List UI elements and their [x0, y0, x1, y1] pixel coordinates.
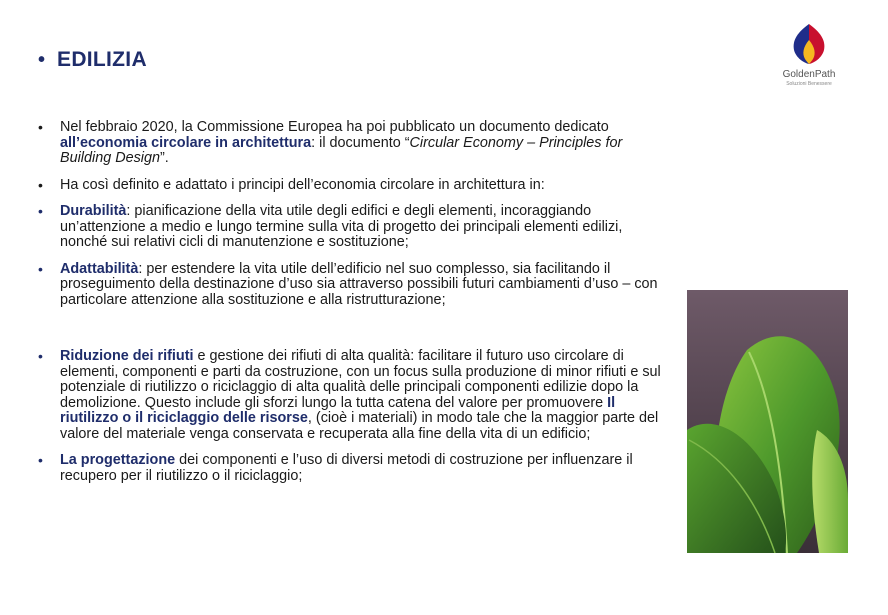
text: e gestione dei rifiuti di alta qualità: facilitare il futuro uso circolare di elementi, componenti e parti da costruzione, con un focus sulla produzione di minor rifiuti e sul potenziale di riutilizzo o riciclaggio di alta qualità delle principali componenti edilizie dopo la demolizione. Questo include gli sforzi lungo la tutta catena del valore per promuovere — [60, 348, 661, 411]
text: , (cioè i materiali) in modo tale che la maggior parte del valore del materiale venga conservata e recuperata alla fine della vita di un edificio; — [60, 410, 659, 442]
logo-name: GoldenPath — [782, 69, 836, 80]
goldenpath-logo — [774, 22, 844, 87]
logo-flame-icon — [784, 22, 834, 66]
bullet: • — [38, 260, 43, 277]
paragraph-progettazione — [38, 453, 663, 484]
paragraph-principi — [38, 178, 663, 194]
highlight-text: all’economia circolare in architettura — [60, 134, 312, 151]
highlight-text: Il riutilizzo o il riciclaggio delle risorse — [60, 394, 616, 426]
text: dei componenti e l’uso di diversi metodi di costruzione per influenzare il recupero per il riutilizzo o il riciclaggio; — [60, 452, 633, 484]
slide-content — [38, 120, 663, 484]
slide-title: EDILIZIA — [57, 48, 147, 71]
text: Ha così definito e adattato i principi dell’economia circolare in architettura in: — [60, 176, 545, 193]
highlight-text: Riduzione dei rifiuti — [60, 348, 194, 364]
bullet: • — [38, 176, 43, 193]
bullet: • — [38, 119, 43, 135]
highlight-text: La progettazione — [60, 452, 176, 468]
text: : per estendere la vita utile dell’edificio nel suo complesso, sia facilitando il proseguimento della destinazione d’uso sia attraverso possibili futuri cambiamenti d’uso – con particolare attenzione alla sostituzione e alla ristrutturazione; — [60, 260, 658, 308]
leaves-image — [687, 290, 848, 553]
text: : il documento “ — [311, 134, 410, 151]
bullet: • — [38, 348, 43, 364]
paragraph-rifiuti — [38, 349, 663, 442]
leaves-photo — [687, 290, 848, 553]
italic-doc-title: Circular Economy – Principles for Building Design — [60, 134, 623, 166]
logo-tagline: Soluzioni Benessere — [786, 81, 832, 87]
text: Nel febbraio 2020, la Commissione Europea ha poi pubblicato un documento dedicato — [60, 119, 609, 135]
highlight-text: Adattabilità — [60, 260, 139, 277]
highlight-text: Durabilità — [60, 203, 127, 219]
title-bullet: • — [38, 48, 46, 71]
bullet: • — [38, 452, 43, 468]
text: ”. — [160, 150, 169, 166]
paragraph-durabilita — [38, 204, 663, 251]
paragraph-commissione — [38, 120, 663, 167]
paragraph-adattabilita — [38, 262, 663, 309]
bullet: • — [38, 203, 43, 219]
text: : pianificazione della vita utile degli edifici e degli elementi, incoraggiando un’attenzione a medio e lungo termine sulla vita di progetto dei principali elementi edilizi, nonché sui relativi cicli di manutenzione e sostituzione; — [60, 203, 623, 250]
slide-header — [38, 48, 147, 72]
